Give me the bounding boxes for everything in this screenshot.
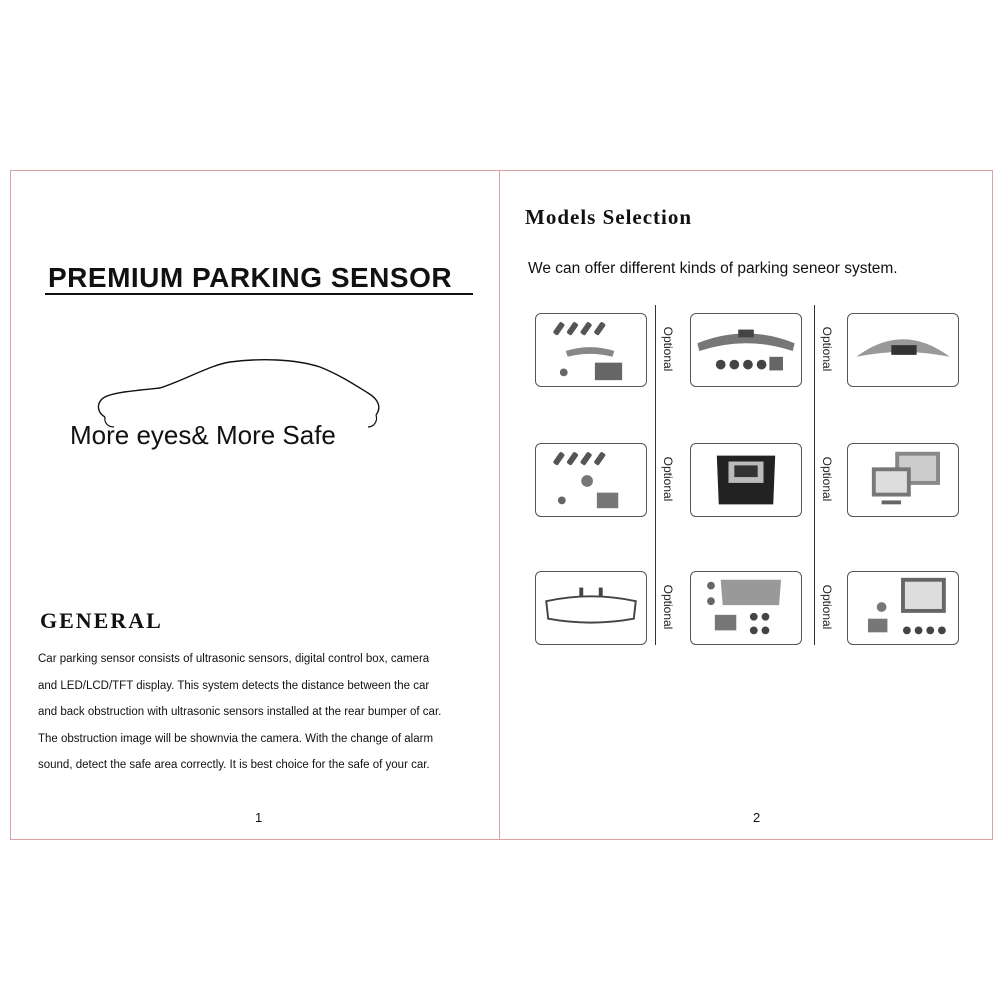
- body-line: The obstruction image will be shownvia the camera. With the change of alarm: [38, 732, 434, 745]
- body-line: and back obstruction with ultrasonic sensors installed at the rear bumper of car.: [38, 706, 442, 718]
- page-number-left: 1: [255, 810, 263, 825]
- slogan: More eyes& More Safe: [70, 420, 336, 450]
- optional-label: Optional: [661, 456, 675, 502]
- optional-label: Optional: [820, 584, 834, 630]
- general-heading: GENERAL: [40, 608, 163, 633]
- product-dashboard-display-icon: [690, 313, 802, 387]
- divider-line: [655, 305, 656, 645]
- product-sensor-kit-led-icon: [535, 313, 647, 387]
- models-heading: Models Selection: [525, 205, 693, 229]
- product-tft-camera-icon: [847, 571, 959, 645]
- product-arc-display-icon: [847, 313, 959, 387]
- page-fold: [499, 170, 500, 840]
- product-tft-monitors-icon: [847, 443, 959, 517]
- title-underline: [45, 293, 473, 295]
- product-sensor-kit-camera-icon: [535, 443, 647, 517]
- body-line: sound, detect the safe area correctly. It is best choice for the safe of your car.: [38, 759, 430, 771]
- body-line: Car parking sensor consists of ultrasonic sensors, digital control box, camera: [38, 653, 430, 665]
- general-body: [38, 646, 478, 779]
- optional-label: Optional: [661, 584, 675, 630]
- page-title: PREMIUM PARKING SENSOR: [48, 262, 453, 293]
- divider-line: [814, 305, 815, 645]
- optional-label: Optional: [820, 456, 834, 502]
- product-rearview-mirror-icon: [535, 571, 647, 645]
- optional-label: Optional: [661, 326, 675, 372]
- optional-label: Optional: [820, 326, 834, 372]
- product-lcd-monitor-icon: [690, 443, 802, 517]
- body-line: and LED/LCD/TFT display. This system detects the distance between the car: [38, 679, 430, 692]
- page-number-right: 2: [753, 810, 761, 825]
- models-subtitle: We can offer different kinds of parking seneor system.: [528, 260, 898, 277]
- product-mirror-monitor-kit-icon: [690, 571, 802, 645]
